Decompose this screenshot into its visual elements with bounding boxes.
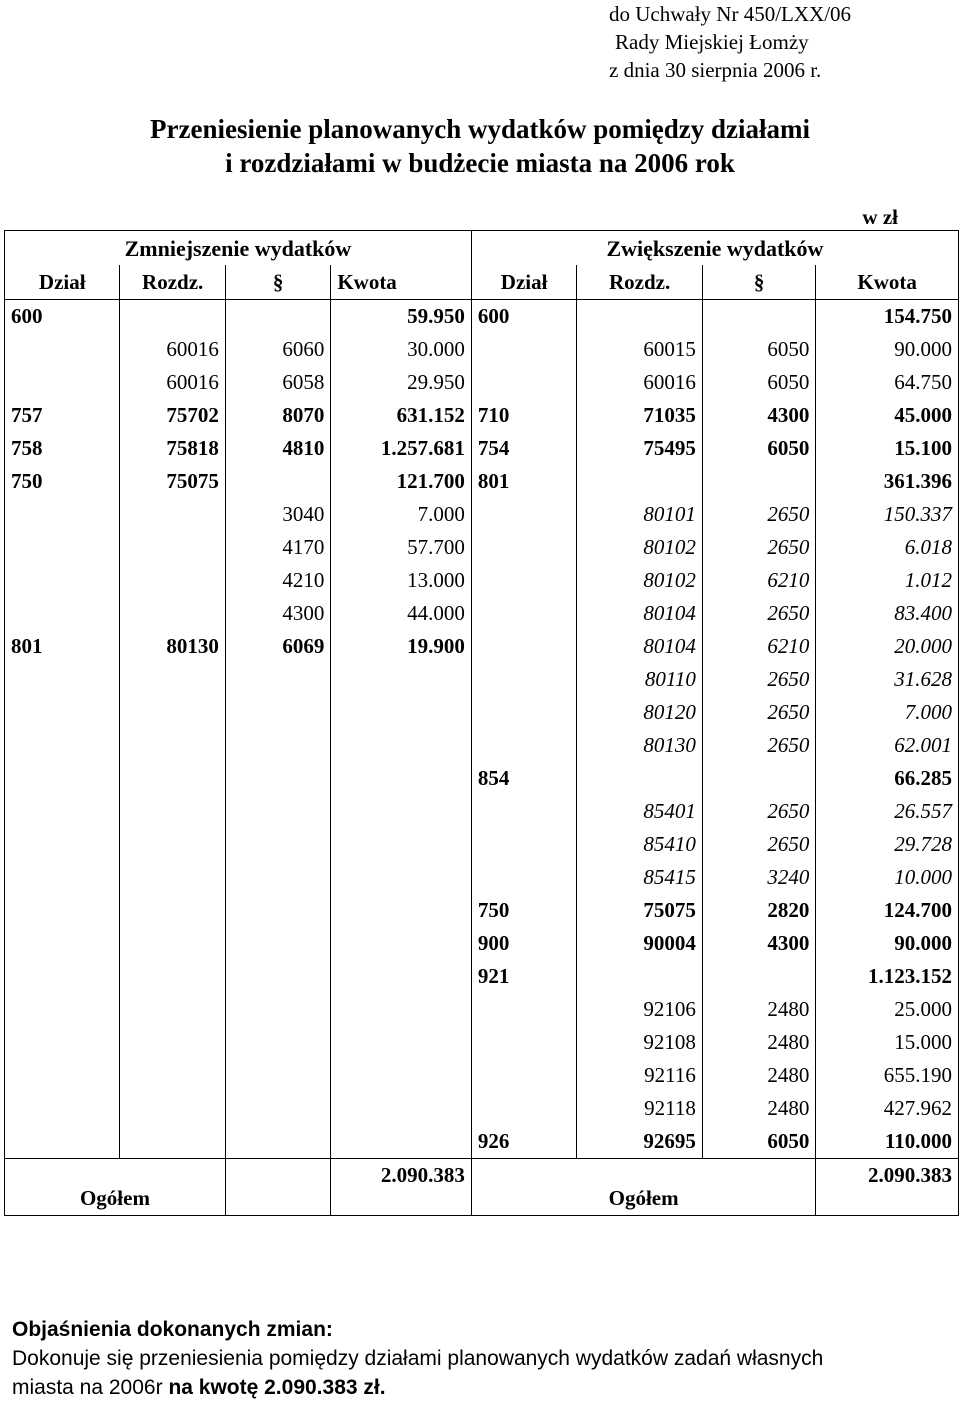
right-kwota-cell: 124.700 [816, 894, 959, 927]
left-rozdzial-cell: 75075 [120, 465, 225, 498]
left-paragraph-cell [225, 465, 330, 498]
right-rozdzial-cell: 80101 [577, 498, 703, 531]
left-kwota-cell: 1.257.681 [331, 432, 472, 465]
right-kwota-cell: 90.000 [816, 927, 959, 960]
left-paragraph-cell [225, 729, 330, 762]
left-rozdzial-cell [120, 1026, 225, 1059]
left-rozdzial-cell [120, 564, 225, 597]
table-row [5, 927, 959, 960]
notes-line [12, 1373, 823, 1402]
document-title [0, 112, 960, 180]
table-row [5, 1125, 959, 1159]
left-dzial-cell [5, 564, 120, 597]
right-dzial-cell [471, 861, 576, 894]
left-rozdzial-cell: 75702 [120, 399, 225, 432]
right-kwota-cell: 655.190 [816, 1059, 959, 1092]
right-rozdzial-cell: 80102 [577, 564, 703, 597]
table-row [5, 531, 959, 564]
right-dzial-cell [471, 564, 576, 597]
right-rozdzial-cell: 90004 [577, 927, 703, 960]
table-row [5, 1026, 959, 1059]
col-header-rozdz: Rozdz. [120, 265, 225, 300]
notes-heading: Objaśnienia dokonanych zmian: [12, 1318, 333, 1341]
right-rozdzial-cell: 85410 [577, 828, 703, 861]
right-kwota-cell: 150.337 [816, 498, 959, 531]
title-line: i rozdziałami w budżecie miasta na 2006 rok [225, 148, 735, 178]
right-rozdzial-cell: 92695 [577, 1125, 703, 1159]
left-paragraph-cell: 4810 [225, 432, 330, 465]
left-rozdzial-cell: 75818 [120, 432, 225, 465]
right-dzial-cell: 750 [471, 894, 576, 927]
budget-transfer-table [4, 230, 959, 1216]
total-amount-left: 2.090.383 [331, 1159, 472, 1216]
left-kwota-cell [331, 960, 472, 993]
explanation-notes [12, 1315, 823, 1402]
left-dzial-cell [5, 663, 120, 696]
left-kwota-cell: 59.950 [331, 300, 472, 334]
table-row [5, 828, 959, 861]
left-dzial-cell: 757 [5, 399, 120, 432]
right-dzial-cell [471, 1026, 576, 1059]
left-rozdzial-cell [120, 861, 225, 894]
table-row [5, 861, 959, 894]
table-row [5, 1092, 959, 1125]
right-kwota-cell: 26.557 [816, 795, 959, 828]
right-dzial-cell: 801 [471, 465, 576, 498]
right-kwota-cell: 20.000 [816, 630, 959, 663]
left-paragraph-cell: 8070 [225, 399, 330, 432]
title-line: Przeniesienie planowanych wydatków pomiędzy działami [150, 114, 810, 144]
right-kwota-cell: 62.001 [816, 729, 959, 762]
table-row [5, 432, 959, 465]
right-dzial-cell: 710 [471, 399, 576, 432]
left-rozdzial-cell [120, 1125, 225, 1159]
right-dzial-cell: 900 [471, 927, 576, 960]
left-kwota-cell [331, 663, 472, 696]
right-paragraph-cell: 2480 [702, 993, 815, 1026]
left-rozdzial-cell [120, 663, 225, 696]
right-dzial-cell: 600 [471, 300, 576, 334]
left-rozdzial-cell [120, 729, 225, 762]
table-body [5, 300, 959, 1159]
total-amount-right: 2.090.383 [816, 1159, 959, 1216]
notes-line-text: miasta na 2006r [12, 1376, 169, 1399]
left-dzial-cell: 758 [5, 432, 120, 465]
left-kwota-cell [331, 993, 472, 1026]
right-rozdzial-cell: 80130 [577, 729, 703, 762]
left-kwota-cell [331, 927, 472, 960]
table-row [5, 993, 959, 1026]
right-kwota-cell: 66.285 [816, 762, 959, 795]
left-dzial-cell [5, 366, 120, 399]
left-rozdzial-cell [120, 927, 225, 960]
right-rozdzial-cell: 80104 [577, 630, 703, 663]
right-rozdzial-cell: 92108 [577, 1026, 703, 1059]
col-header-dzial: Dział [471, 265, 576, 300]
right-kwota-cell: 25.000 [816, 993, 959, 1026]
left-paragraph-cell [225, 696, 330, 729]
right-paragraph-cell [702, 762, 815, 795]
left-paragraph-cell [225, 828, 330, 861]
right-kwota-cell: 427.962 [816, 1092, 959, 1125]
left-kwota-cell [331, 1125, 472, 1159]
table-row [5, 300, 959, 334]
left-kwota-cell: 19.900 [331, 630, 472, 663]
table-row [5, 795, 959, 828]
left-kwota-cell [331, 1059, 472, 1092]
currency-unit: w zł [862, 205, 898, 229]
left-rozdzial-cell: 60016 [120, 366, 225, 399]
right-kwota-cell: 31.628 [816, 663, 959, 696]
left-kwota-cell: 29.950 [331, 366, 472, 399]
resolution-header [609, 0, 851, 84]
right-dzial-cell [471, 531, 576, 564]
table-row [5, 1059, 959, 1092]
right-rozdzial-cell: 92118 [577, 1092, 703, 1125]
left-rozdzial-cell [120, 1092, 225, 1125]
left-dzial-cell [5, 927, 120, 960]
left-rozdzial-cell [120, 498, 225, 531]
table-row [5, 894, 959, 927]
right-dzial-cell [471, 498, 576, 531]
left-rozdzial-cell [120, 531, 225, 564]
notes-line: Dokonuje się przeniesienia pomiędzy działami planowanych wydatków zadań własnych [12, 1347, 824, 1370]
header-line: Rady Miejskiej Łomży [615, 30, 809, 54]
left-kwota-cell: 44.000 [331, 597, 472, 630]
left-kwota-cell [331, 729, 472, 762]
left-paragraph-cell [225, 795, 330, 828]
left-dzial-cell: 750 [5, 465, 120, 498]
left-paragraph-cell: 4170 [225, 531, 330, 564]
col-header-dzial: Dział [5, 265, 120, 300]
left-paragraph-cell [225, 1059, 330, 1092]
left-kwota-cell [331, 795, 472, 828]
left-kwota-cell [331, 696, 472, 729]
table-row [5, 597, 959, 630]
right-paragraph-cell [702, 300, 815, 334]
table-row [5, 498, 959, 531]
left-dzial-cell [5, 861, 120, 894]
right-paragraph-cell: 2480 [702, 1059, 815, 1092]
right-dzial-cell: 921 [471, 960, 576, 993]
right-kwota-cell: 1.123.152 [816, 960, 959, 993]
left-dzial-cell [5, 1026, 120, 1059]
right-dzial-cell: 854 [471, 762, 576, 795]
left-dzial-cell [5, 828, 120, 861]
right-paragraph-cell: 4300 [702, 399, 815, 432]
right-dzial-cell [471, 795, 576, 828]
right-rozdzial-cell: 85415 [577, 861, 703, 894]
left-paragraph-cell [225, 1092, 330, 1125]
right-dzial-cell [471, 333, 576, 366]
right-paragraph-cell: 2480 [702, 1026, 815, 1059]
table-row [5, 696, 959, 729]
left-rozdzial-cell [120, 1059, 225, 1092]
right-rozdzial-cell: 80120 [577, 696, 703, 729]
left-rozdzial-cell [120, 696, 225, 729]
right-kwota-cell: 6.018 [816, 531, 959, 564]
col-header-paragraph: § [702, 265, 815, 300]
table-row [5, 630, 959, 663]
left-dzial-cell [5, 1092, 120, 1125]
right-rozdzial-cell: 92106 [577, 993, 703, 1026]
right-dzial-cell: 926 [471, 1125, 576, 1159]
right-paragraph-cell: 2650 [702, 795, 815, 828]
right-paragraph-cell: 4300 [702, 927, 815, 960]
left-kwota-cell: 13.000 [331, 564, 472, 597]
left-kwota-cell: 57.700 [331, 531, 472, 564]
right-paragraph-cell: 2650 [702, 597, 815, 630]
left-dzial-cell [5, 1125, 120, 1159]
left-rozdzial-cell [120, 960, 225, 993]
right-kwota-cell: 1.012 [816, 564, 959, 597]
left-paragraph-cell [225, 960, 330, 993]
right-kwota-cell: 7.000 [816, 696, 959, 729]
total-label-left: Ogółem [5, 1159, 226, 1216]
right-kwota-cell: 10.000 [816, 861, 959, 894]
left-paragraph-cell: 6069 [225, 630, 330, 663]
header-line: do Uchwały Nr 450/LXX/06 [609, 2, 852, 26]
right-rozdzial-cell: 71035 [577, 399, 703, 432]
right-paragraph-cell: 3240 [702, 861, 815, 894]
left-kwota-cell [331, 828, 472, 861]
table-row [5, 333, 959, 366]
left-dzial-cell [5, 531, 120, 564]
decrease-section-title: Zmniejszenie wydatków [5, 231, 472, 266]
right-dzial-cell [471, 366, 576, 399]
right-dzial-cell [471, 630, 576, 663]
right-rozdzial-cell [577, 465, 703, 498]
left-dzial-cell [5, 729, 120, 762]
right-rozdzial-cell [577, 300, 703, 334]
right-paragraph-cell: 2650 [702, 498, 815, 531]
left-kwota-cell: 7.000 [331, 498, 472, 531]
right-dzial-cell [471, 828, 576, 861]
left-kwota-cell [331, 1092, 472, 1125]
col-header-rozdz: Rozdz. [577, 265, 703, 300]
col-header-kwota: Kwota [331, 265, 472, 300]
right-rozdzial-cell: 75495 [577, 432, 703, 465]
right-dzial-cell [471, 696, 576, 729]
right-paragraph-cell: 2650 [702, 729, 815, 762]
table-row [5, 729, 959, 762]
table-row [5, 663, 959, 696]
left-paragraph-cell [225, 663, 330, 696]
right-kwota-cell: 83.400 [816, 597, 959, 630]
right-paragraph-cell: 6050 [702, 366, 815, 399]
left-rozdzial-cell [120, 795, 225, 828]
right-kwota-cell: 110.000 [816, 1125, 959, 1159]
right-rozdzial-cell: 80110 [577, 663, 703, 696]
header-line: z dnia 30 sierpnia 2006 r. [609, 58, 822, 82]
left-kwota-cell: 631.152 [331, 399, 472, 432]
table-row [5, 960, 959, 993]
left-dzial-cell [5, 1059, 120, 1092]
left-paragraph-cell [225, 300, 330, 334]
right-paragraph-cell: 2480 [702, 1092, 815, 1125]
left-paragraph-cell: 6060 [225, 333, 330, 366]
left-dzial-cell [5, 498, 120, 531]
right-dzial-cell [471, 663, 576, 696]
left-kwota-cell: 121.700 [331, 465, 472, 498]
left-paragraph-cell [225, 1026, 330, 1059]
notes-line-amount: na kwotę 2.090.383 zł. [168, 1376, 386, 1399]
left-paragraph-cell: 6058 [225, 366, 330, 399]
left-paragraph-cell [225, 993, 330, 1026]
right-kwota-cell: 15.100 [816, 432, 959, 465]
right-paragraph-cell: 2650 [702, 663, 815, 696]
left-dzial-cell [5, 993, 120, 1026]
table-row [5, 762, 959, 795]
left-kwota-cell [331, 894, 472, 927]
table-row [5, 564, 959, 597]
left-dzial-cell: 600 [5, 300, 120, 334]
right-paragraph-cell: 2650 [702, 531, 815, 564]
left-dzial-cell [5, 597, 120, 630]
table-row [5, 399, 959, 432]
right-paragraph-cell: 6210 [702, 564, 815, 597]
right-paragraph-cell: 6050 [702, 333, 815, 366]
left-rozdzial-cell [120, 597, 225, 630]
left-paragraph-cell: 3040 [225, 498, 330, 531]
right-kwota-cell: 29.728 [816, 828, 959, 861]
right-rozdzial-cell: 60016 [577, 366, 703, 399]
right-rozdzial-cell [577, 762, 703, 795]
left-rozdzial-cell [120, 828, 225, 861]
right-paragraph-cell: 6050 [702, 432, 815, 465]
left-kwota-cell [331, 762, 472, 795]
right-rozdzial-cell: 92116 [577, 1059, 703, 1092]
left-paragraph-cell [225, 1125, 330, 1159]
right-rozdzial-cell: 85401 [577, 795, 703, 828]
left-rozdzial-cell: 80130 [120, 630, 225, 663]
left-kwota-cell [331, 1026, 472, 1059]
left-dzial-cell [5, 696, 120, 729]
right-dzial-cell [471, 597, 576, 630]
right-paragraph-cell: 6210 [702, 630, 815, 663]
right-dzial-cell: 754 [471, 432, 576, 465]
left-paragraph-cell [225, 894, 330, 927]
left-kwota-cell: 30.000 [331, 333, 472, 366]
col-header-paragraph: § [225, 265, 330, 300]
right-rozdzial-cell: 60015 [577, 333, 703, 366]
table-cell [225, 1159, 330, 1216]
right-rozdzial-cell: 80102 [577, 531, 703, 564]
right-kwota-cell: 90.000 [816, 333, 959, 366]
right-dzial-cell [471, 729, 576, 762]
right-dzial-cell [471, 993, 576, 1026]
right-paragraph-cell: 2650 [702, 696, 815, 729]
left-dzial-cell [5, 762, 120, 795]
left-paragraph-cell [225, 861, 330, 894]
right-dzial-cell [471, 1059, 576, 1092]
left-kwota-cell [331, 861, 472, 894]
left-dzial-cell [5, 333, 120, 366]
left-rozdzial-cell [120, 300, 225, 334]
right-paragraph-cell [702, 960, 815, 993]
left-paragraph-cell [225, 927, 330, 960]
left-rozdzial-cell [120, 894, 225, 927]
table-row [5, 366, 959, 399]
left-paragraph-cell: 4300 [225, 597, 330, 630]
right-kwota-cell: 64.750 [816, 366, 959, 399]
right-rozdzial-cell: 80104 [577, 597, 703, 630]
left-paragraph-cell [225, 762, 330, 795]
right-paragraph-cell: 2820 [702, 894, 815, 927]
col-header-kwota: Kwota [816, 265, 959, 300]
total-label-right: Ogółem [471, 1159, 815, 1216]
right-rozdzial-cell: 75075 [577, 894, 703, 927]
table-row [5, 465, 959, 498]
right-kwota-cell: 45.000 [816, 399, 959, 432]
right-kwota-cell: 15.000 [816, 1026, 959, 1059]
left-rozdzial-cell: 60016 [120, 333, 225, 366]
right-rozdzial-cell [577, 960, 703, 993]
right-paragraph-cell: 2650 [702, 828, 815, 861]
left-dzial-cell [5, 894, 120, 927]
right-paragraph-cell [702, 465, 815, 498]
right-kwota-cell: 361.396 [816, 465, 959, 498]
increase-section-title: Zwiększenie wydatków [471, 231, 958, 266]
left-dzial-cell [5, 960, 120, 993]
left-rozdzial-cell [120, 762, 225, 795]
left-dzial-cell [5, 795, 120, 828]
right-kwota-cell: 154.750 [816, 300, 959, 334]
right-dzial-cell [471, 1092, 576, 1125]
left-rozdzial-cell [120, 993, 225, 1026]
right-paragraph-cell: 6050 [702, 1125, 815, 1159]
left-paragraph-cell: 4210 [225, 564, 330, 597]
left-dzial-cell: 801 [5, 630, 120, 663]
